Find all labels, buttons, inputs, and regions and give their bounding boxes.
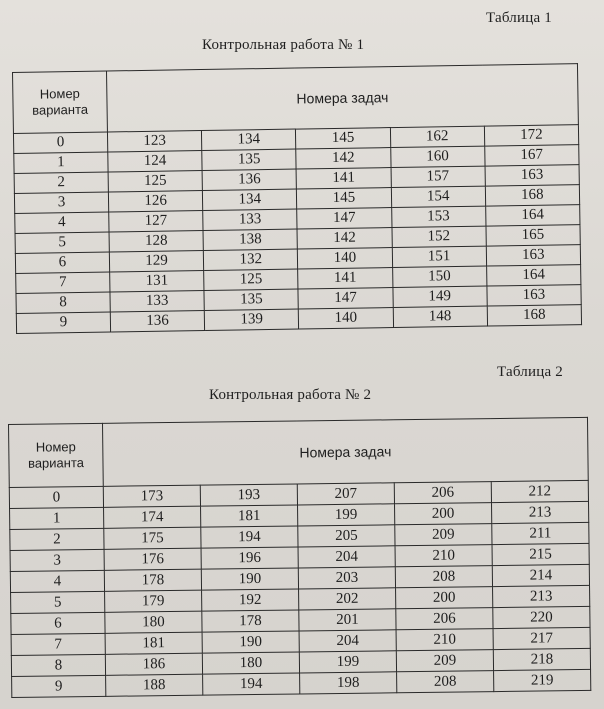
table2-title: Контрольная работа № 2 [209, 387, 372, 403]
task-cell: 215 [492, 543, 589, 565]
task-cell: 145 [297, 188, 391, 209]
task-cell: 206 [394, 482, 491, 504]
variant-cell: 5 [11, 591, 105, 613]
task-cell: 213 [493, 585, 590, 607]
task-cell: 201 [299, 609, 396, 631]
variant-cell: 9 [16, 312, 110, 333]
task-cell: 168 [487, 305, 582, 326]
task-cell: 181 [201, 505, 298, 527]
task-cell: 141 [298, 268, 392, 289]
variant-cell: 0 [9, 486, 103, 508]
variant-cell: 8 [16, 292, 110, 313]
variant-cell: 0 [13, 132, 107, 153]
task-cell: 193 [200, 484, 297, 506]
task-cell: 176 [104, 548, 201, 570]
variant-cell: 3 [14, 192, 108, 213]
task-cell: 163 [486, 245, 581, 266]
task-cell: 129 [109, 251, 203, 272]
table1-label: Таблица 1 [486, 10, 552, 26]
task-cell: 214 [492, 564, 589, 586]
task-cell: 217 [493, 627, 590, 649]
task-cell: 140 [299, 308, 393, 329]
task-cell: 168 [485, 185, 580, 206]
task-cell: 219 [494, 669, 591, 691]
task-cell: 211 [492, 522, 589, 544]
task-cell: 135 [204, 289, 298, 310]
task-cell: 139 [204, 309, 298, 330]
task-cell: 142 [297, 228, 391, 249]
task-cell: 142 [296, 148, 390, 169]
variant-cell: 1 [10, 507, 104, 529]
header-variant [13, 71, 108, 133]
task-cell: 151 [392, 246, 486, 267]
task-cell: 154 [391, 186, 485, 207]
task-cell: 179 [105, 590, 202, 612]
variant-cell: 3 [10, 549, 104, 571]
task-cell: 131 [110, 271, 204, 292]
task-cell: 196 [201, 547, 298, 569]
task-cell: 152 [392, 226, 486, 247]
header-variant-line1: Номер [39, 85, 80, 102]
task-cell: 163 [485, 165, 580, 186]
task-cell: 153 [391, 206, 485, 227]
task-cell: 218 [493, 648, 590, 670]
variant-cell: 2 [10, 528, 104, 550]
variant-cell: 1 [14, 152, 108, 173]
variant-cell: 2 [14, 172, 108, 193]
task-cell: 133 [203, 209, 297, 230]
task-cell: 133 [110, 291, 204, 312]
task-cell: 162 [390, 126, 484, 147]
task-cell: 138 [203, 229, 297, 250]
task-cell: 148 [393, 306, 487, 327]
task-cell: 199 [298, 504, 395, 526]
task-cell: 174 [104, 506, 201, 528]
table1 [12, 63, 582, 334]
task-cell: 140 [298, 248, 392, 269]
task-cell: 209 [396, 650, 493, 672]
task-cell: 134 [202, 129, 296, 150]
variant-cell: 7 [11, 633, 105, 655]
task-cell: 220 [493, 606, 590, 628]
header-tasks: Номера задач [102, 417, 588, 486]
task-cell: 167 [484, 145, 579, 166]
task-cell: 147 [297, 208, 391, 229]
table2-label: Таблица 2 [497, 364, 563, 380]
task-cell: 212 [491, 480, 588, 502]
task-cell: 194 [201, 526, 298, 548]
table2-body [9, 480, 591, 697]
task-cell: 136 [202, 169, 296, 190]
task-cell: 124 [108, 151, 202, 172]
task-cell: 178 [104, 569, 201, 591]
variant-cell: 6 [15, 252, 109, 273]
task-cell: 157 [391, 166, 485, 187]
task-cell: 136 [110, 311, 204, 332]
task-cell: 173 [103, 485, 200, 507]
task-cell: 204 [298, 546, 395, 568]
task-cell: 202 [299, 588, 396, 610]
variant-cell: 5 [15, 232, 109, 253]
task-cell: 150 [392, 266, 486, 287]
table1-title: Контрольная работа № 1 [202, 37, 365, 53]
variant-cell: 8 [11, 654, 105, 676]
variant-cell: 4 [15, 212, 109, 233]
task-cell: 147 [298, 288, 392, 309]
task-cell: 126 [108, 191, 202, 212]
header-variant-line2: варианта [32, 101, 89, 118]
task-cell: 163 [487, 285, 582, 306]
task-cell: 208 [397, 671, 494, 693]
task-cell: 190 [201, 568, 298, 590]
task-cell: 204 [299, 630, 396, 652]
header-variant [9, 423, 104, 487]
task-cell: 180 [105, 611, 202, 633]
header-variant-line1: Номер [35, 439, 76, 455]
task-cell: 188 [106, 674, 203, 696]
variant-cell: 4 [10, 570, 104, 592]
header-variant-line2: варианта [27, 455, 85, 471]
task-cell: 209 [395, 524, 492, 546]
task-cell: 200 [395, 503, 492, 525]
task-cell: 192 [202, 589, 299, 611]
task-cell: 180 [202, 652, 299, 674]
task-cell: 125 [108, 171, 202, 192]
variant-cell: 9 [12, 675, 106, 697]
task-cell: 165 [486, 225, 581, 246]
task-cell: 160 [390, 146, 484, 167]
task-cell: 194 [203, 673, 300, 695]
task-cell: 203 [298, 567, 395, 589]
task-cell: 175 [104, 527, 201, 549]
task-cell: 205 [298, 525, 395, 547]
task-cell: 172 [484, 125, 579, 146]
task-cell: 127 [109, 211, 203, 232]
table1-body [13, 125, 581, 334]
task-cell: 206 [396, 608, 493, 630]
header-tasks: Номера задач [106, 64, 578, 132]
task-cell: 123 [107, 131, 201, 152]
task-cell: 210 [396, 629, 493, 651]
task-cell: 199 [299, 651, 396, 673]
task-cell: 128 [109, 231, 203, 252]
task-cell: 135 [202, 149, 296, 170]
task-cell: 141 [296, 168, 390, 189]
task-cell: 145 [296, 128, 390, 149]
task-cell: 164 [486, 265, 581, 286]
task-cell: 210 [395, 545, 492, 567]
task-cell: 149 [392, 286, 486, 307]
task-cell: 213 [491, 501, 588, 523]
task-cell: 178 [202, 610, 299, 632]
task-cell: 190 [202, 631, 299, 653]
variant-cell: 6 [11, 612, 105, 634]
task-cell: 198 [300, 672, 397, 694]
task-cell: 125 [204, 269, 298, 290]
task-cell: 164 [485, 205, 580, 226]
variant-cell: 7 [16, 272, 110, 293]
task-cell: 132 [204, 249, 298, 270]
task-cell: 200 [396, 587, 493, 609]
table2 [8, 417, 591, 698]
task-cell: 208 [395, 566, 492, 588]
task-cell: 181 [105, 632, 202, 654]
task-cell: 186 [105, 653, 202, 675]
task-cell: 207 [297, 483, 394, 505]
task-cell: 134 [203, 189, 297, 210]
